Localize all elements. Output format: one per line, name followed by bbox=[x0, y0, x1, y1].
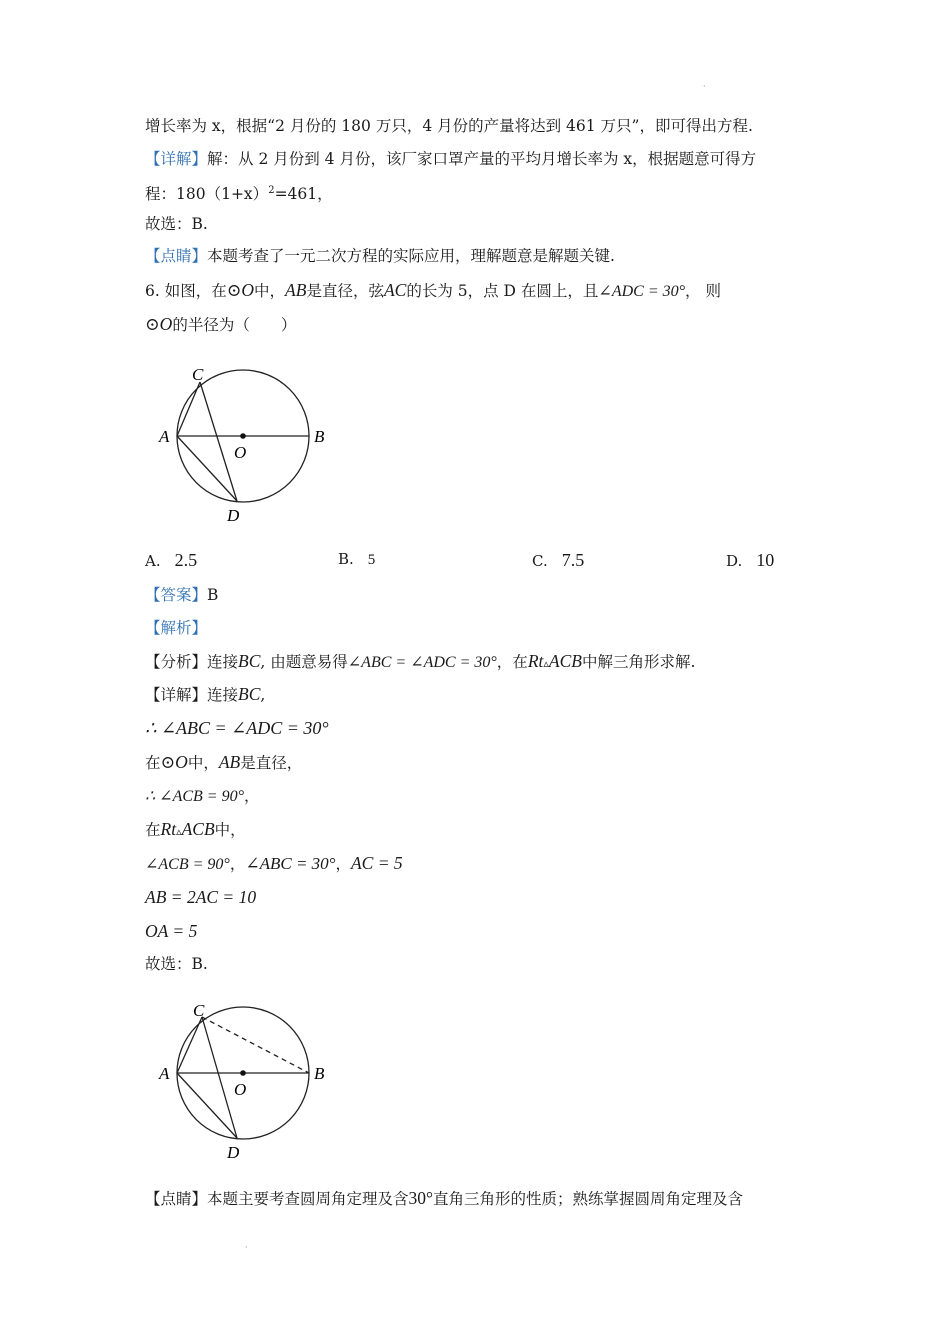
center-point bbox=[240, 1070, 246, 1076]
text: 的长为 5，点 D 在圆上，且 bbox=[406, 282, 599, 300]
math: 30° bbox=[408, 1188, 434, 1208]
math: AB bbox=[218, 752, 241, 772]
chord-ac bbox=[177, 382, 200, 436]
option-d bbox=[726, 550, 774, 571]
label-c: C bbox=[193, 1001, 205, 1020]
chord-cd bbox=[200, 382, 237, 501]
math: AC bbox=[383, 280, 407, 300]
option-value: 2.5 bbox=[174, 550, 198, 570]
text: 连接 bbox=[207, 653, 239, 671]
label-o: O bbox=[234, 1080, 247, 1099]
math: AB bbox=[285, 280, 307, 300]
math: ⊙O bbox=[226, 280, 255, 300]
question-6-line-1 bbox=[145, 279, 721, 303]
tag-detail: 【详解】 bbox=[145, 686, 208, 704]
text: 中， bbox=[214, 821, 246, 839]
text: ， 则 bbox=[685, 282, 721, 300]
triangle-symbol: ▵ bbox=[543, 657, 549, 670]
label-o: O bbox=[234, 443, 247, 462]
text: 解：从 2 月份到 4 月份，该厂家口罩产量的平均月增长率为 x，根据题意可得方 bbox=[207, 150, 757, 168]
label-c: C bbox=[192, 365, 204, 384]
text-line-4: 故选：B. bbox=[145, 215, 208, 233]
analysis-tag: 【解析】 bbox=[145, 619, 208, 637]
option-label: D. bbox=[726, 552, 743, 570]
option-value: 7.5 bbox=[561, 550, 585, 570]
bottom-dot: · bbox=[245, 1243, 248, 1252]
text: ， bbox=[335, 855, 351, 873]
option-label: B. bbox=[338, 550, 354, 568]
text: =461， bbox=[274, 185, 333, 204]
tag-comment: 【点睛】 bbox=[145, 247, 208, 265]
question-6-line-2 bbox=[145, 313, 296, 336]
text: 程：180（1+x） bbox=[145, 185, 269, 204]
text-line-2 bbox=[145, 148, 756, 170]
math: ∠ACB = 90° bbox=[145, 856, 230, 873]
math: Rt bbox=[527, 651, 544, 671]
step-7: OA = 5 bbox=[145, 921, 198, 941]
tag-answer: 【答案】 bbox=[145, 586, 208, 604]
triangle-symbol: ▵ bbox=[176, 825, 182, 838]
detail-line bbox=[145, 683, 265, 706]
math: ACB bbox=[548, 651, 582, 671]
text-line-5 bbox=[145, 245, 615, 267]
tag-analysis: 【分析】 bbox=[145, 653, 208, 671]
step-1: ∴ ∠ABC = ∠ADC = 30° bbox=[145, 718, 329, 738]
text: 中， bbox=[254, 282, 286, 300]
option-c bbox=[532, 550, 584, 571]
math: BC bbox=[238, 651, 261, 671]
text: , 由题意易得 bbox=[260, 653, 348, 671]
text-line-3 bbox=[145, 180, 333, 205]
text: 6. 如图，在 bbox=[145, 282, 227, 300]
option-value: 5 bbox=[367, 552, 376, 568]
circle-figure-2 bbox=[150, 996, 340, 1166]
text: 的半径为（ ） bbox=[172, 316, 297, 334]
math: ⊙O bbox=[160, 752, 188, 772]
step-8: 故选：B. bbox=[145, 955, 208, 973]
text-line-1: 增长率为 x，根据“2 月份的 180 万只，4 月份的产量将达到 461 万只”，即可得出方程. bbox=[145, 117, 753, 135]
text: 是直径， bbox=[240, 754, 303, 772]
option-b bbox=[338, 550, 375, 569]
text: 中， bbox=[187, 754, 219, 772]
tag-detail: 【详解】 bbox=[145, 150, 208, 168]
math: Rt bbox=[160, 819, 177, 839]
step-5 bbox=[145, 852, 403, 876]
answer-line bbox=[145, 584, 218, 606]
tag-comment: 【点睛】 bbox=[145, 1190, 208, 1208]
text: 在 bbox=[145, 754, 161, 772]
text: 在 bbox=[145, 821, 161, 839]
label-d: D bbox=[227, 1143, 240, 1162]
math: ∠ADC = 30° bbox=[598, 283, 686, 300]
answer-value: B bbox=[207, 586, 219, 604]
math: ∴ ∠ACB = 90° bbox=[145, 788, 244, 805]
option-label: A. bbox=[145, 552, 161, 570]
chord-ac bbox=[177, 1017, 202, 1073]
circle-figure-1 bbox=[150, 360, 340, 530]
text: 本题主要考查圆周角定理及含 bbox=[207, 1190, 409, 1208]
step-4 bbox=[145, 818, 246, 843]
text: 是直径，弦 bbox=[306, 282, 384, 300]
option-label: C. bbox=[532, 552, 548, 570]
math: AC = 5 bbox=[350, 853, 403, 873]
label-b: B bbox=[314, 427, 325, 446]
text: ， bbox=[244, 787, 260, 805]
step-3 bbox=[145, 785, 260, 808]
text: 中解三角形求解. bbox=[581, 653, 696, 671]
chord-bc-dashed bbox=[202, 1017, 309, 1073]
top-dot: · bbox=[703, 82, 706, 91]
math: BC bbox=[238, 684, 261, 704]
label-b: B bbox=[314, 1064, 325, 1083]
label-d: D bbox=[227, 506, 240, 525]
option-a bbox=[145, 550, 197, 571]
label-a: A bbox=[159, 427, 170, 446]
step-6: AB = 2AC = 10 bbox=[145, 887, 257, 907]
math: ACB bbox=[181, 819, 215, 839]
math: ∠ABC = ∠ADC = 30° bbox=[347, 654, 497, 671]
math: ∠ABC = 30° bbox=[245, 854, 336, 873]
center-point bbox=[240, 433, 246, 439]
text: ，在 bbox=[496, 653, 528, 671]
text: ， bbox=[229, 855, 246, 873]
text: 本题考查了一元二次方程的实际应用，理解题意是解题关键. bbox=[207, 247, 615, 265]
label-a: A bbox=[159, 1064, 170, 1083]
option-value: 10 bbox=[756, 550, 775, 570]
text: 连接 bbox=[207, 686, 239, 704]
text: 直角三角形的性质；熟练掌握圆周角定理及含 bbox=[433, 1190, 744, 1208]
step-2 bbox=[145, 751, 302, 774]
superscript: 2 bbox=[268, 185, 275, 196]
math: ⊙O bbox=[145, 314, 173, 334]
dianjing-line bbox=[145, 1187, 743, 1210]
fenxi-line bbox=[145, 650, 695, 675]
text: , bbox=[260, 686, 266, 704]
